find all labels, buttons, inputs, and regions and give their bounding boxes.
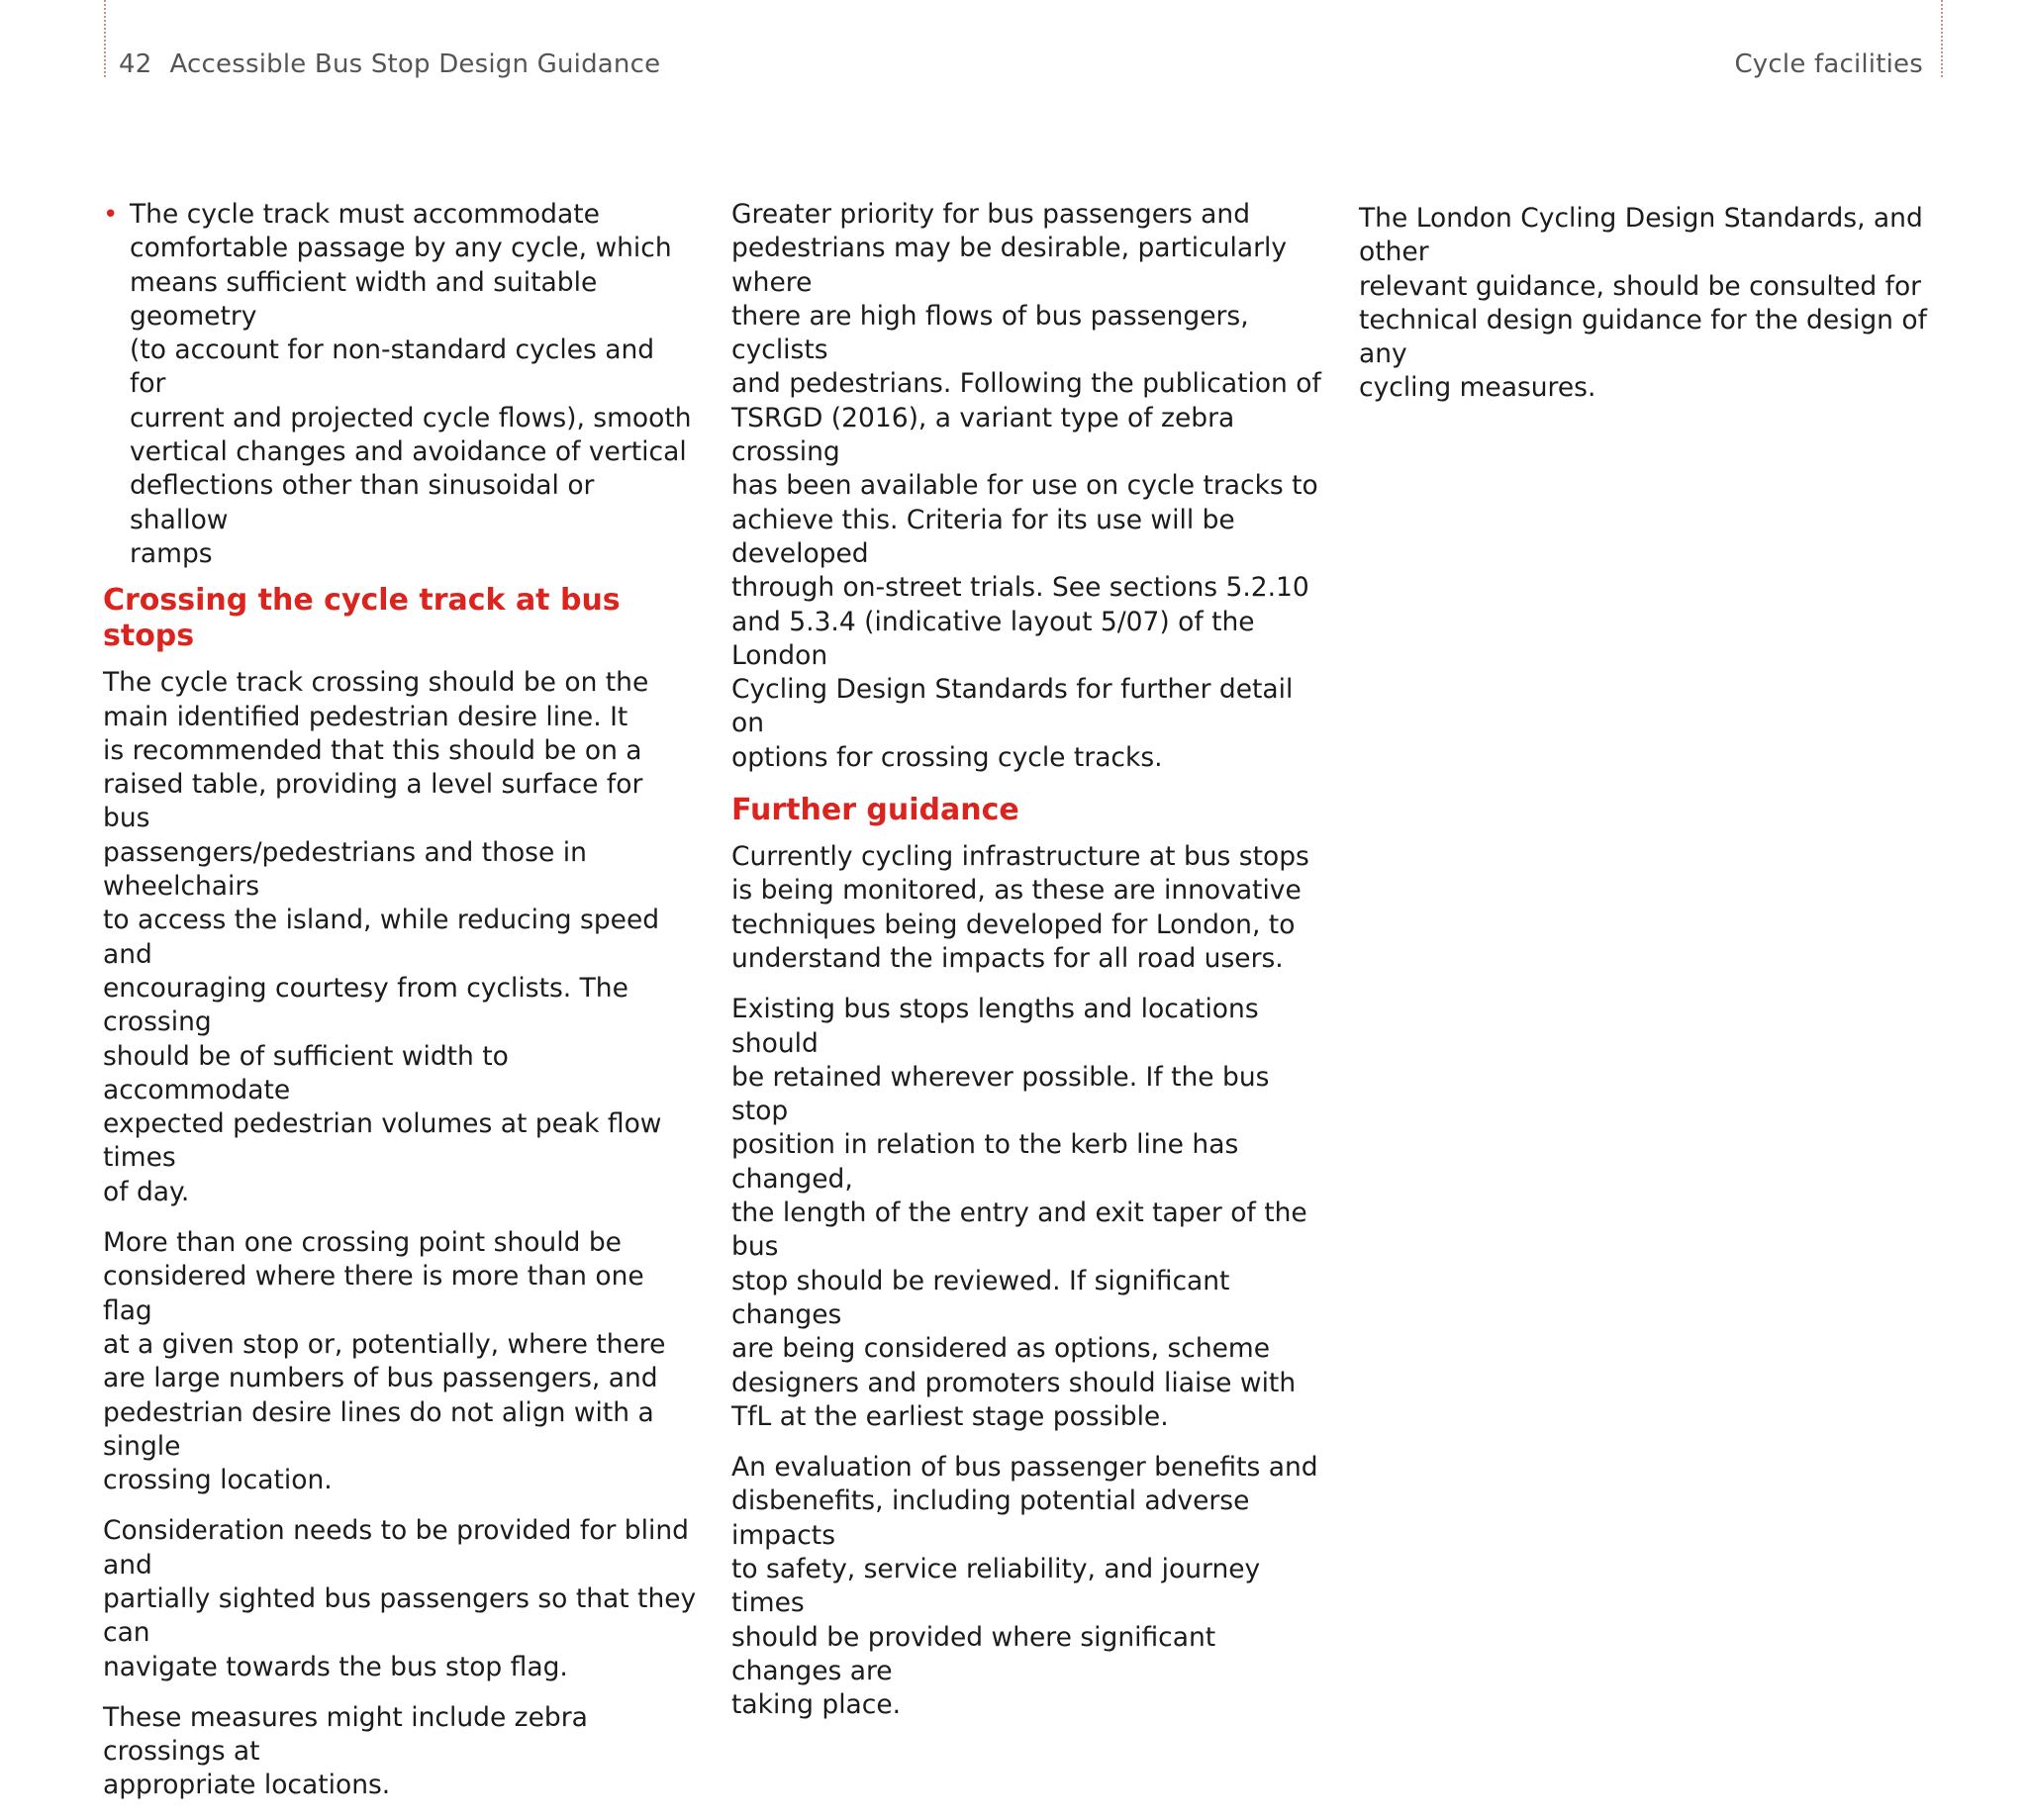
text-line: to access the island, while reducing speed and bbox=[103, 905, 660, 970]
paragraph bbox=[731, 198, 1325, 775]
page-number: 42 bbox=[119, 49, 152, 79]
paragraph bbox=[731, 993, 1325, 1434]
section-title: Cycle facilities bbox=[1734, 49, 1923, 79]
heading-further-guidance: Further guidance bbox=[731, 793, 1019, 828]
paragraph bbox=[103, 1514, 697, 1683]
text-line: there are high flows of bus passengers, cyclists bbox=[731, 300, 1249, 366]
text-line: should be provided where significant changes are bbox=[731, 1621, 1216, 1686]
text-line: technical design guidance for the design of any bbox=[1359, 304, 1927, 370]
text-line: to safety, service reliability, and journey times bbox=[731, 1553, 1261, 1619]
text-line: TfL at the earliest stage possible. bbox=[731, 1400, 1169, 1432]
text-line: The cycle track crossing should be on the bbox=[103, 667, 649, 699]
paragraph bbox=[103, 1701, 697, 1803]
paragraph bbox=[731, 1451, 1325, 1722]
header-divider-right bbox=[1941, 0, 1943, 77]
bullet-item bbox=[103, 198, 697, 571]
column-2 bbox=[731, 198, 1325, 1739]
text-line: appropriate locations. bbox=[103, 1770, 391, 1801]
text-line: through on-street trials. See sections 5.2.10 bbox=[731, 572, 1309, 604]
text-line: These measures might include zebra crossings at bbox=[103, 1701, 588, 1768]
text-line: should be of sufficient width to accommodate bbox=[103, 1040, 509, 1105]
paragraph bbox=[1359, 202, 1953, 406]
document-title: Accessible Bus Stop Design Guidance bbox=[169, 49, 661, 79]
text-line: the length of the entry and exit taper of the bus bbox=[731, 1197, 1307, 1263]
text-line: designers and promoters should liaise with bbox=[731, 1367, 1297, 1398]
text-line: crossing location. bbox=[103, 1465, 333, 1496]
text-line: be retained wherever possible. If the bus stop bbox=[731, 1061, 1270, 1127]
text-line: An evaluation of bus passenger benefits and bbox=[731, 1452, 1318, 1484]
text-line: ramps bbox=[130, 537, 213, 569]
paragraph bbox=[103, 666, 697, 1209]
text-line: Cycling Design Standards for further detail on bbox=[731, 674, 1294, 739]
text-line: and pedestrians. Following the publication of bbox=[731, 368, 1321, 400]
text-line: expected pedestrian volumes at peak flow times bbox=[103, 1108, 662, 1174]
text-line: More than one crossing point should be bbox=[103, 1227, 622, 1259]
text-line: are large numbers of bus passengers, and bbox=[103, 1363, 658, 1394]
text-line: TSRGD (2016), a variant type of zebra crossing bbox=[731, 402, 1235, 468]
text-line: means sufficient width and suitable geometry bbox=[130, 266, 598, 332]
text-line: raised table, providing a level surface for bus bbox=[103, 769, 643, 834]
paragraph bbox=[731, 840, 1325, 976]
text-line: Currently cycling infrastructure at bus stops bbox=[731, 841, 1309, 873]
text-line: Greater priority for bus passengers and bbox=[731, 199, 1251, 230]
paragraph bbox=[103, 1226, 697, 1497]
text-line: considered where there is more than one flag bbox=[103, 1261, 644, 1326]
text-line: is being monitored, as these are innovative bbox=[731, 875, 1302, 907]
text-line: position in relation to the kerb line has changed, bbox=[731, 1129, 1239, 1195]
text-line: of day. bbox=[103, 1176, 190, 1207]
text-line: comfortable passage by any cycle, which bbox=[130, 233, 672, 264]
text-line: The London Cycling Design Standards, and other bbox=[1359, 203, 1923, 268]
text-line: current and projected cycle flows), smooth bbox=[130, 402, 692, 433]
text-line: (to account for non-standard cycles and for bbox=[130, 335, 655, 400]
bullet-text bbox=[130, 199, 692, 569]
heading-crossing-cycle-track: Crossing the cycle track at bus stops bbox=[103, 583, 621, 654]
text-line: The cycle track must accommodate bbox=[130, 199, 600, 230]
bullet-list bbox=[103, 198, 697, 571]
text-line: stop should be reviewed. If significant changes bbox=[731, 1265, 1230, 1330]
running-header-left bbox=[119, 48, 660, 81]
text-line: options for crossing cycle tracks. bbox=[731, 741, 1163, 773]
text-line: techniques being developed for London, to bbox=[731, 909, 1296, 940]
text-line: partially sighted bus passengers so that they can bbox=[103, 1582, 697, 1649]
text-line: is recommended that this should be on a bbox=[103, 734, 642, 766]
text-line: achieve this. Criteria for its use will be developed bbox=[731, 504, 1235, 569]
text-line: Consideration needs to be provided for blind and bbox=[103, 1515, 689, 1581]
text-line: deflections other than sinusoidal or shallow bbox=[130, 470, 595, 535]
text-line: relevant guidance, should be consulted for bbox=[1359, 270, 1922, 302]
text-line: has been available for use on cycle tracks to bbox=[731, 470, 1318, 502]
text-line: main identified pedestrian desire line. It bbox=[103, 701, 628, 732]
text-line: are being considered as options, scheme bbox=[731, 1333, 1271, 1365]
text-line: vertical changes and avoidance of vertical bbox=[130, 436, 687, 468]
column-1 bbox=[103, 198, 697, 1820]
text-line: and 5.3.4 (indicative layout 5/07) of the London bbox=[731, 606, 1255, 671]
text-line: disbenefits, including potential adverse impacts bbox=[731, 1485, 1250, 1551]
text-line: pedestrians may be desirable, particularly where bbox=[731, 233, 1288, 298]
text-line: at a given stop or, potentially, where there bbox=[103, 1328, 666, 1360]
text-line: Existing bus stops lengths and locations should bbox=[731, 994, 1259, 1059]
text-line: encouraging courtesy from cyclists. The crossing bbox=[103, 972, 628, 1038]
column-3 bbox=[1359, 202, 1953, 423]
text-line: pedestrian desire lines do not align with a single bbox=[103, 1396, 654, 1462]
text-line: taking place. bbox=[731, 1689, 902, 1721]
text-line: passengers/pedestrians and those in wheelchairs bbox=[103, 836, 587, 903]
text-line: navigate towards the bus stop flag. bbox=[103, 1651, 568, 1682]
bullet-dot-icon: • bbox=[103, 200, 119, 230]
text-line: cycling measures. bbox=[1359, 372, 1596, 404]
header-divider-left bbox=[104, 0, 106, 77]
text-line: understand the impacts for all road users. bbox=[731, 942, 1284, 974]
